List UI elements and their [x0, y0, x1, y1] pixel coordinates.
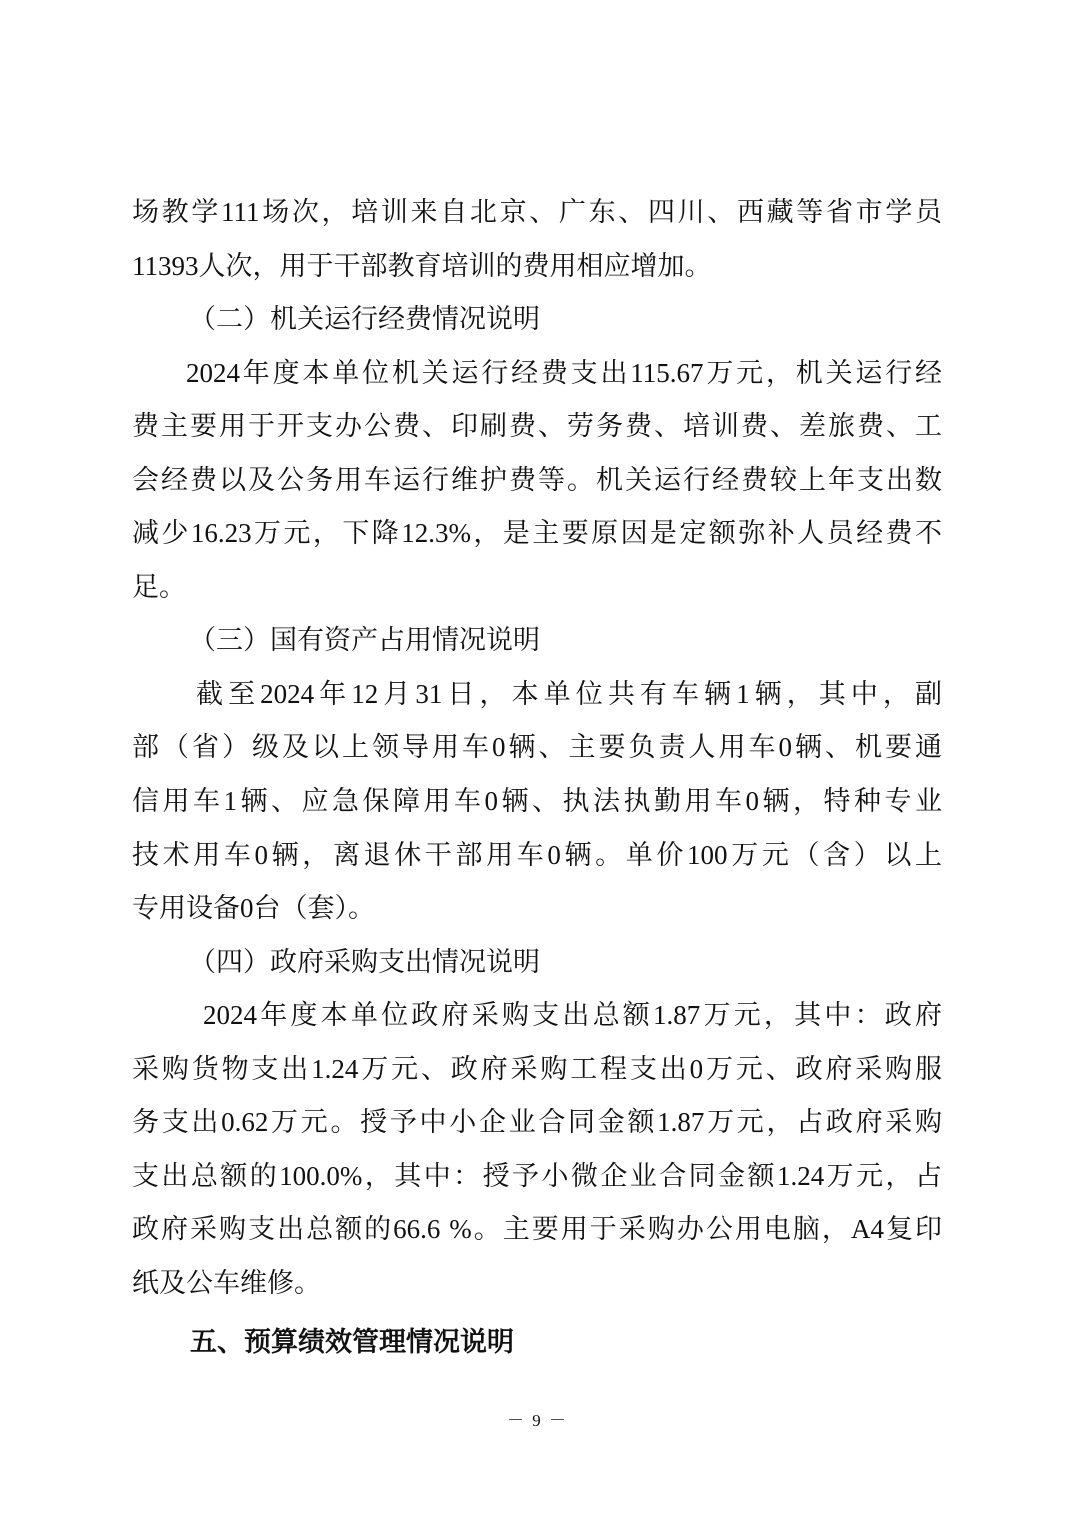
- text-line: 政府采购支出总额的66.6 %。主要用于采购办公用电脑，A4复印: [132, 1214, 942, 1245]
- text-line: 务支出0.62万元。授予中小企业合同金额1.87万元，占政府采购: [132, 1107, 942, 1138]
- text-line: 场教学111场次，培训来自北京、广东、四川、西藏等省市学员: [132, 197, 942, 227]
- text-line: 纸及公车维修。: [132, 1267, 321, 1298]
- text-line: 截至2024年12月31日，本单位共有车辆1辆，其中，副: [196, 678, 942, 709]
- text-line: 支出总额的100.0%，其中：授予小微企业合同金额1.24万元，占: [132, 1160, 942, 1191]
- chapter-heading: 五、预算绩效管理情况说明: [190, 1327, 514, 1358]
- text-line: 足。: [132, 571, 186, 602]
- text-line: 11393人次，用于干部教育培训的费用相应增加。: [132, 250, 712, 281]
- page-number: － 9 －: [507, 1411, 568, 1430]
- document-body: [132, 186, 942, 1370]
- text-line: 会经费以及公务用车运行维护费等。机关运行经费较上年支出数: [132, 464, 942, 495]
- text-line: 技术用车0辆，离退休干部用车0辆。单价100万元（含）以上: [132, 839, 942, 870]
- section-heading: （三）国有资产占用情况说明: [189, 625, 540, 656]
- text-line: 信用车1辆、应急保障用车0辆、执法执勤用车0辆，特种专业: [132, 786, 942, 817]
- section-heading: （四）政府采购支出情况说明: [189, 946, 540, 977]
- section-heading: （二）机关运行经费情况说明: [189, 304, 540, 335]
- text-line: 减少16.23万元，下降12.3%，是主要原因是定额弥补人员经费不: [132, 518, 942, 549]
- text-line: 部（省）级及以上领导用车0辆、主要负责人用车0辆、机要通: [132, 732, 942, 763]
- text-line: 2024年度本单位政府采购支出总额1.87万元，其中：政府: [203, 1000, 942, 1031]
- text-line: 专用设备0台（套）。: [132, 893, 375, 924]
- text-line: 费主要用于开支办公费、印刷费、劳务费、培训费、差旅费、工: [132, 411, 942, 442]
- text-line: 2024年度本单位机关运行经费支出115.67万元，机关运行经: [186, 357, 942, 388]
- text-line: 采购货物支出1.24万元、政府采购工程支出0万元、政府采购服: [132, 1053, 942, 1084]
